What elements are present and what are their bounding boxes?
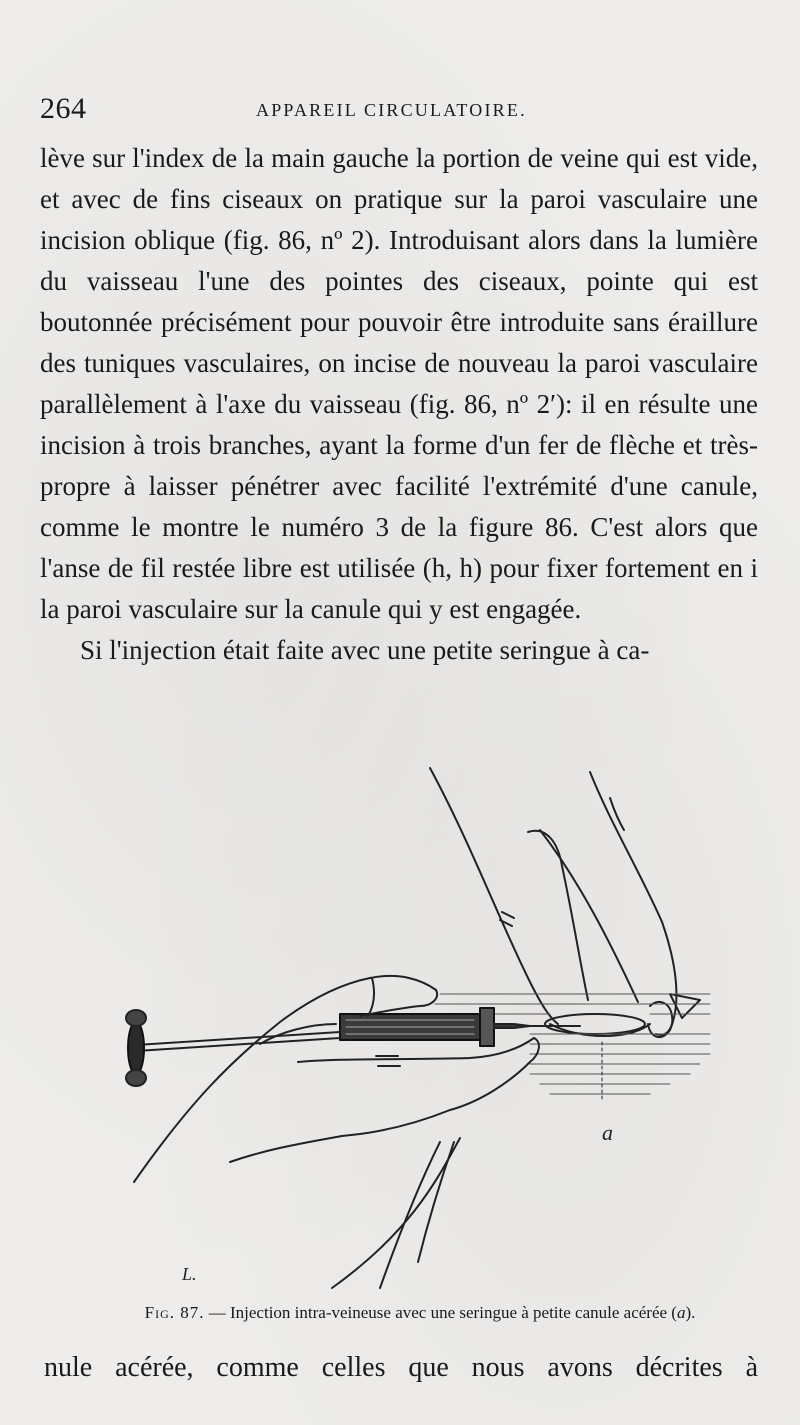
page-header bbox=[40, 92, 760, 128]
caption-italic: a bbox=[676, 1303, 686, 1322]
continuation-text: nule acérée, comme celles que nous avons décrites à bbox=[44, 1352, 758, 1383]
figure-illustration bbox=[110, 762, 730, 1290]
paragraph: Si l'injection était faite avec une petite seringue à ca- bbox=[80, 635, 650, 665]
figure-caption bbox=[80, 1302, 760, 1324]
running-head: APPAREIL CIRCULATOIRE. bbox=[256, 100, 527, 120]
body-text bbox=[40, 138, 758, 671]
page-number: 264 bbox=[40, 92, 87, 125]
caption-text: Injection intra-veineuse avec une seringue à petite canule acérée ( bbox=[230, 1303, 677, 1322]
syringe-injection-illustration bbox=[110, 762, 730, 1290]
paragraph: lève sur l'index de la main gauche la portion de veine qui est vide, et avec de fins ciseaux on pratique sur la paroi vasculaire une incision oblique (fig. 86, nº 2). Introduisant alors dans la lumière du vaisseau l'une des pointes des ciseaux, pointe qui est boutonnée précisément pour pouvoir être introduite sans éraillure des tuniques vasculaires, on incise de nouveau la paroi vasculaire parallèlement à l'axe du vaisseau (fig. 86, nº 2′): il en résulte une incision à trois branches, ayant la forme d'un fer de flèche et très-propre à laisser pénétrer avec facilité l'extrémité d'une canule, comme le montre le numéro 3 de la figure 86. C'est alors que l'anse de fil restée libre est utilisée (h, h) pour fixer fortement en i la paroi vasculaire sur la canule qui y est engagée. bbox=[40, 143, 758, 624]
caption-figure-label: Fig. 87. bbox=[144, 1303, 205, 1322]
caption-end: ). bbox=[685, 1303, 696, 1322]
figure-label-a: a bbox=[602, 1120, 613, 1145]
caption-dash: — bbox=[204, 1303, 230, 1322]
figure-label-l: L. bbox=[182, 1264, 197, 1284]
